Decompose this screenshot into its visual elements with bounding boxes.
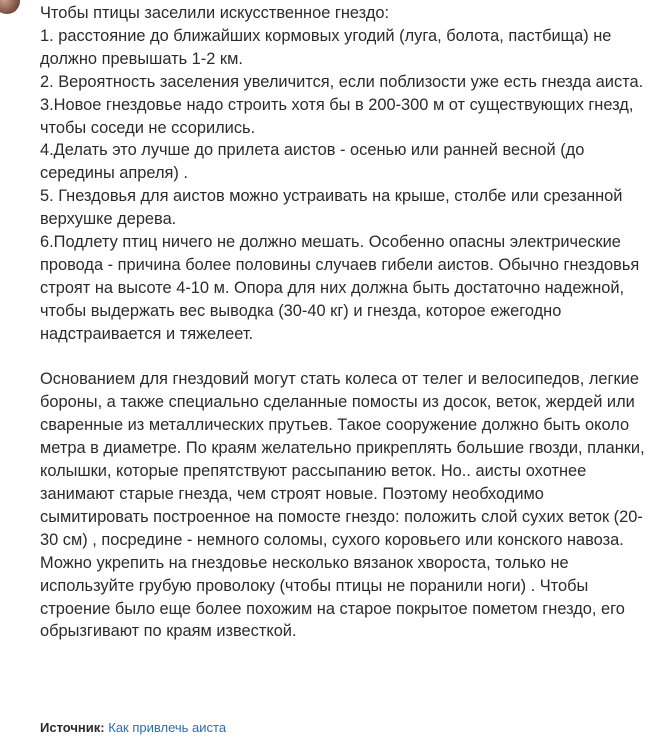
list-item: 1. расстояние до ближайших кормовых угодий (луга, болота, пастбища) не должно превышать 1-2 км. [40, 26, 612, 68]
source-line [40, 719, 226, 737]
list-item: 6.Подлету птиц ничего не должно мешать. Особенно опасны электрические провода - причина более половины случаев гибели аистов. Обычно гнездовья строят на высоте 4-10 м. Опора для них должна быть достаточно надежной, чтобы выдержать вес выводка (30-40 кг) и гнезда, которое ежегодно надстраивается и тяжелеет. [40, 233, 640, 343]
article-intro: Чтобы птицы заселили искусственное гнездо: [40, 4, 390, 22]
list-item: 5. Гнездовья для аистов можно устраивать на крыше, столбе или срезанной верхушке дерева. [40, 187, 623, 229]
list-item: 4.Делать это лучше до прилета аистов - осенью или ранней весной (до середины апреля) . [40, 141, 585, 183]
article-body [40, 2, 652, 643]
list-item: 2. Вероятность заселения увеличится, если поблизости уже есть гнезда аиста. [40, 72, 644, 91]
source-label: Источник: [40, 720, 105, 735]
article-paragraph: Основанием для гнездовий могут стать колеса от телег и велосипедов, легкие бороны, а также специально сделанные помосты из досок, веток, жердей или сваренные из металлических прутьев. Такое сооружение должно быть около метра в диаметре. По краям желательно прикреплять большие гвозди, планки, колышки, которые препятствуют рассыпанию веток. Но.. аисты охотнее занимают старые гнезда, чем строят новые. Поэтому необходимо сымитировать построенное на помосте гнездо: положить слой сухих веток (20-30 см) , посредине - немного соломы, сухого коровьего или конского навоза. Можно укрепить на гнездовье несколько вязанок хвороста, только не используйте грубую проволоку (чтобы птицы не поранили ноги) . Чтобы строение было еще более похожим на старое покрытое пометом гнездо, его обрызгивают по краям известкой. [40, 370, 645, 641]
list-item: 3.Новое гнездовье надо строить хотя бы в 200-300 м от существующих гнезд, чтобы соседи не ссорились. [40, 95, 634, 137]
source-link[interactable]: Как привлечь аиста [108, 720, 227, 735]
paragraph-gap [40, 346, 652, 369]
avatar[interactable] [0, 0, 20, 14]
